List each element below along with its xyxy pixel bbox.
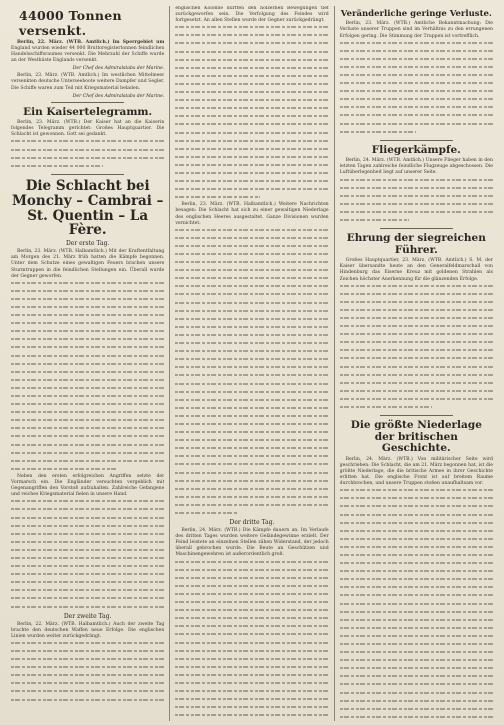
column-1 bbox=[6, 6, 169, 721]
headline-schlacht: Die Schlacht bei Monchy – Cambrai – St. Quentin – La Fère. bbox=[11, 177, 164, 239]
section-divider bbox=[51, 174, 124, 175]
section-divider bbox=[380, 140, 453, 141]
article-paragraph: Berlin, 24. März. (WTB.) Die Kämpfe dauern an. Im Verlaufe des dritten Tages wurden weitere Geländegewinne erzielt. Der Feind leistete an einzelnen Stellen zähen Widerstand, der jedoch überall gebrochen wurde. Die Beute an Geschützen und Maschinengewehren ist außerordentlich groß. bbox=[175, 528, 329, 558]
article-signature: Der Chef des Admiralstabs der Marine. bbox=[72, 66, 165, 72]
subheading: Der dritte Tag. bbox=[229, 519, 275, 527]
article-paragraph: Berlin, 23. März. (WTB.) Amtliche Bekanntmachung: Die Verluste unserer Truppen sind im Verhältnis zu den errungenen Erfolgen gering. Die Stimmung der Truppen ist vortrefflich. bbox=[339, 21, 493, 39]
article-paragraph: englischen Kolonne dürften den hölzernen Bewegungen tief zurückgeworfen sein. Die Verfolgung des Feindes wird fortgesetzt. An allen Stellen wurde der Gegner zurückgedrängt. bbox=[175, 6, 329, 24]
article-paragraph: Berlin, 23. März. (WTB. Halbamtlich.) Weitere Nachrichten besagen: Die Schlacht hat sich zu einer gewaltigen Niederlage des englischen Heeres ausgestaltet. Ganze Divisionen wurden vernichtet. bbox=[175, 202, 329, 226]
text-filler-block bbox=[11, 500, 164, 611]
section-divider bbox=[380, 415, 453, 416]
column-layout bbox=[6, 6, 498, 721]
text-filler-block bbox=[11, 140, 164, 170]
headline-kaisertelegramm: Ein Kaisertelegramm. bbox=[23, 105, 153, 118]
subheading: Der erste Tag. bbox=[65, 240, 110, 248]
headline-fliegerkaempfe: Fliegerkämpfe. bbox=[371, 143, 461, 156]
article-paragraph: Berlin, 23. März. (WTB. Halbamtlich.) Mit der Kraftentfaltung am Morgen des 21. März früh hatten die Kämpfe begonnen. Unter dem Schutze eines gewaltigen Feuers brachen unsere Sturmtruppen in die feindlichen Stellungen ein. Überall wurde der Gegner geworfen. bbox=[11, 249, 165, 279]
section-divider bbox=[380, 228, 453, 229]
headline-sinkings: 44000 Tonnen versenkt. bbox=[19, 8, 122, 38]
text-filler-block bbox=[340, 42, 493, 137]
text-filler-block bbox=[340, 489, 493, 721]
text-filler-block bbox=[175, 561, 328, 721]
column-3 bbox=[334, 6, 498, 721]
article-paragraph: Berlin, 23. März. (WTB. Amtlich.) Im westlichen Mittelmeer versenkten deutsche Unterseeboote weitere Dampfer und Segler. Die Schiffe waren zum Teil mit Kriegsmaterial beladen. bbox=[11, 73, 165, 91]
article-paragraph: Berlin, 23. März. (WTB.) Der Kaiser hat an die Kaiserin folgendes Telegramm gerichtet: Großes Hauptquartier. Die Schlacht ist gewonnen. Gott sei gedankt. bbox=[11, 120, 165, 138]
text-filler-block bbox=[11, 642, 164, 705]
text-filler-block bbox=[340, 179, 493, 226]
article-paragraph: Berlin, 24. März. (WTB.) Von militärischer Seite wird geschrieben: Die Schlacht, die am 21. März begonnen hat, ist die größte Niederlage, die die britische Armee in ihrer Geschichte erlitten hat. Die englische Front ist auf breitem Raume durchbrochen, und unsere Truppen stoßen unaufhaltsam vor. bbox=[339, 456, 493, 487]
article-paragraph: Großes Hauptquartier, 23. März. (WTB. Amtlich.) S. M. der Kaiser übersandte heute an den Generalfeldmarschall von Hindenburg das Eiserne Kreuz mit goldenen Strahlen als Zeichen höchster Anerkennung für die glänzenden Erfolge. bbox=[339, 258, 493, 282]
article-paragraph: Berlin, 22. März. (WTB. Amtlich.) Im Sperrgebiet um England wurden wieder 44 000 Bruttoregistertonnen feindlichen Handelsschiffsraumes versenkt. Die Mehrzahl der Schiffe wurde an der Westküste Englands versenkt. bbox=[11, 40, 165, 64]
headline-verluste: Veränderliche geringe Verluste. bbox=[340, 9, 492, 19]
text-filler-block bbox=[340, 285, 493, 413]
article-paragraph: Berlin, 24. März. (WTB. Amtlich.) Unsere Flieger haben in den letzten Tagen zahlreiche feindliche Flugzeuge abgeschossen. Die Luftüberlegenheit liegt auf unserer Seite. bbox=[339, 158, 493, 176]
subheading: Der zweite Tag. bbox=[63, 612, 112, 620]
article-paragraph: Neben den ersten erfolgreichen Angriffen setzte der Vormarsch ein. Die Engländer versuchten vergeblich mit Gegenangriffen den Vorstoß aufzuhalten. Zahlreiche Gefangene und reiches Kriegsmaterial fielen in unsere Hand. bbox=[11, 473, 165, 498]
text-filler-block bbox=[175, 26, 328, 202]
text-filler-block bbox=[175, 229, 328, 518]
headline-ehrung: Ehrung der siegreichen Führer. bbox=[346, 232, 486, 256]
article-paragraph: Berlin, 22. März. (WTB. Halbamtlich.) Auch der zweite Tag brachte den deutschen Waffen neue Erfolge. Die englischen Linien wurden weiter zurückgedrängt. bbox=[11, 621, 165, 639]
column-2 bbox=[169, 6, 333, 721]
headline-niederlage: Die größte Niederlage der britischen Geschichte. bbox=[350, 419, 482, 455]
article-signature: Der Chef des Admiralstabs der Marine. bbox=[72, 93, 165, 99]
section-divider bbox=[51, 102, 124, 103]
text-filler-block bbox=[11, 282, 164, 474]
